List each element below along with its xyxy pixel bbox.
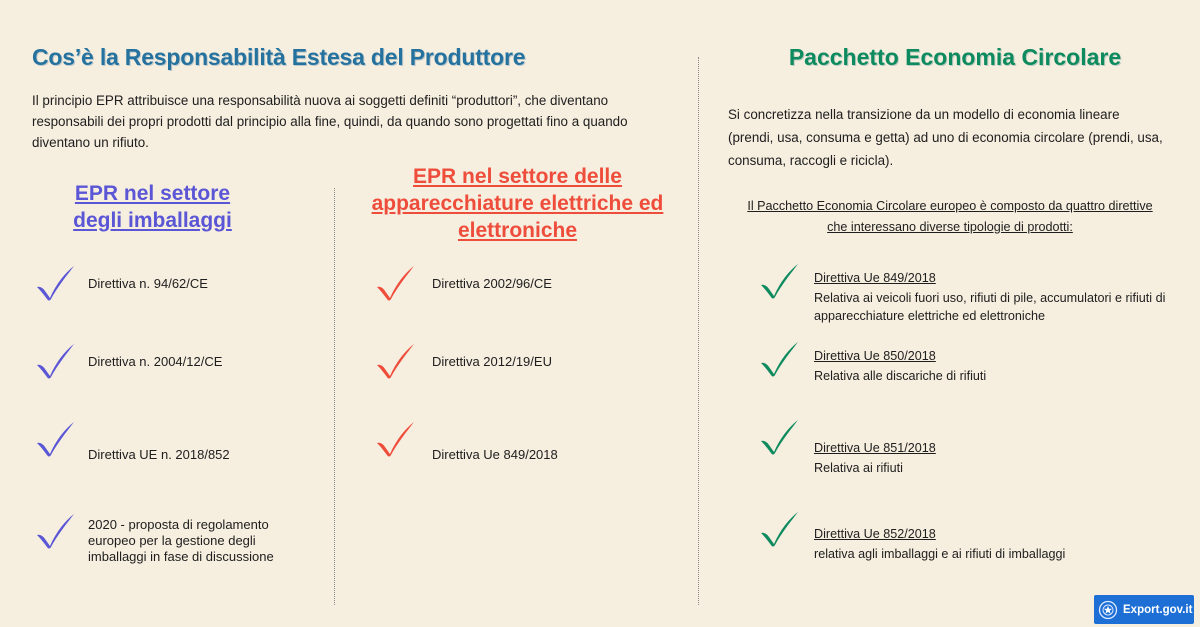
directive-item (814, 440, 1174, 477)
check-icon (34, 342, 76, 380)
packaging-heading (30, 180, 275, 234)
page-title-circular-economy: Pacchetto Economia Circolare (788, 44, 1122, 70)
check-icon (34, 420, 76, 458)
circular-economy-intro-text: Si concretizza nella transizione da un modello di economia lineare (prendi, usa, consuma e getta) ad uno di economia circolare (prendi, usa, consuma, raccogli e ricicla). (728, 107, 1163, 168)
directive-title: Direttiva Ue 849/2018 (814, 271, 936, 285)
directive-description: Relativa alle discariche di rifiuti (814, 369, 987, 383)
directive-description: relativa agli imballaggi e ai rifiuti di imballaggi (814, 547, 1066, 561)
badge-label: Export.gov.it (1123, 603, 1193, 616)
directive-item (814, 526, 1174, 563)
epr-intro-text: Il principio EPR attribuisce una responsabilità nuova ai soggetti definiti “produttori”, che diventano responsabili dei propri prodotti dal principio alla fine, quindi, da quando sono progettati fino a quando diventano un rifiuto. (32, 93, 628, 150)
column-divider-right (698, 57, 699, 605)
italian-republic-emblem-icon (1098, 600, 1118, 620)
electronics-item: Direttiva 2002/96/CE (432, 276, 552, 291)
check-icon (34, 512, 76, 550)
directive-title: Direttiva Ue 852/2018 (814, 527, 936, 541)
electronics-item: Direttiva Ue 849/2018 (432, 447, 558, 462)
directive-title: Direttiva Ue 851/2018 (814, 441, 936, 455)
directive-item (814, 270, 1174, 325)
packaging-heading-line1: EPR nel settore (74, 182, 231, 205)
directive-item (814, 348, 1174, 385)
directive-description: Relativa ai veicoli fuori uso, rifiuti di pile, accumulatori e rifiuti di apparecchiature elettriche ed elettroniche (814, 291, 1166, 323)
check-icon (758, 510, 800, 548)
check-icon (374, 264, 416, 302)
circular-package-subheading: Il Pacchetto Economia Circolare europeo è composto da quattro direttive che interessano diverse tipologie di prodotti: (747, 199, 1153, 234)
packaging-item: 2020 - proposta di regolamento europeo per la gestione degli imballaggi in fase di discussione (88, 517, 274, 564)
check-icon (34, 264, 76, 302)
check-icon (758, 418, 800, 456)
electronics-heading-line3: elettroniche (457, 219, 578, 242)
export-gov-badge[interactable] (1094, 595, 1194, 624)
page-title-epr: Cos’è la Responsabilità Estesa del Produttore (32, 44, 526, 70)
electronics-heading-line1: EPR nel settore delle (413, 165, 622, 188)
packaging-item: Direttiva n. 2004/12/CE (88, 354, 223, 369)
packaging-heading-line2: degli imballaggi (73, 209, 232, 232)
column-divider-left (334, 188, 335, 605)
check-icon (374, 342, 416, 380)
electronics-heading-line2: apparecchiature elettriche ed (371, 192, 664, 215)
electronics-item: Direttiva 2012/19/EU (432, 354, 552, 369)
check-icon (374, 420, 416, 458)
packaging-item: Direttiva UE n. 2018/852 (88, 447, 230, 462)
check-icon (758, 340, 800, 378)
packaging-item: Direttiva n. 94/62/CE (88, 276, 208, 291)
directive-title: Direttiva Ue 850/2018 (814, 349, 936, 363)
directive-description: Relativa ai rifiuti (814, 461, 903, 475)
check-icon (758, 262, 800, 300)
electronics-heading (345, 163, 690, 244)
